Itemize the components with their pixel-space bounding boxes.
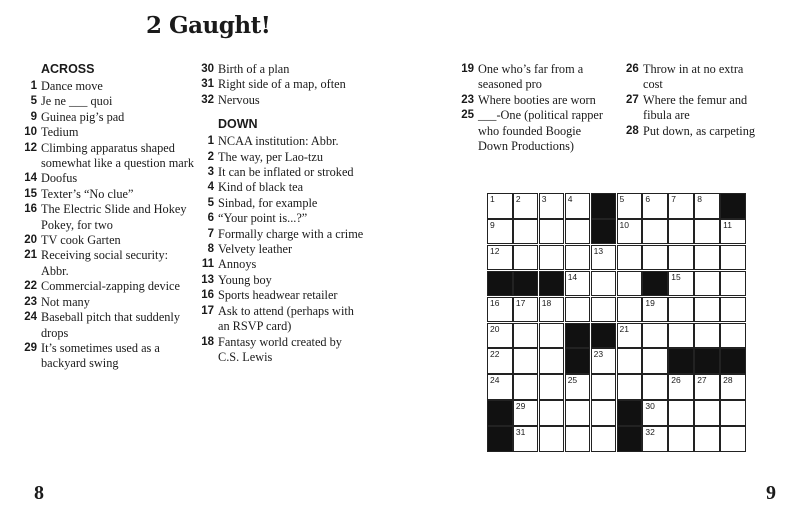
grid-cell[interactable] [720,323,746,349]
grid-cell[interactable] [617,348,643,374]
cell-number: 26 [671,375,681,386]
grid-cell[interactable] [565,297,591,323]
grid-cell[interactable] [539,323,565,349]
grid-cell[interactable] [487,193,513,219]
clue [626,93,756,124]
clue-number: 27 [626,93,639,106]
grid-cell[interactable] [539,400,565,426]
clue-text: Tedium [41,125,79,140]
grid-block [487,271,513,297]
cell-number: 18 [541,297,552,308]
grid-cell[interactable] [487,374,513,400]
grid-cell[interactable] [513,297,539,323]
clue-text: Climbing apparatus shaped somewhat like a question mark [41,140,194,171]
clue-number: 21 [24,249,37,262]
grid-cell[interactable] [487,245,513,271]
grid-block [668,348,694,374]
down-clues-column-3 [459,62,609,154]
grid-cell[interactable] [668,323,694,349]
grid-cell[interactable] [513,400,539,426]
clue-number: 16 [24,203,37,216]
clue-number: 13 [201,273,214,286]
clue-number: 31 [201,78,214,91]
grid-block [487,426,513,452]
grid-cell[interactable] [513,219,539,245]
clue-number: 4 [207,181,214,194]
grid-cell[interactable] [617,297,643,323]
clue-number: 20 [24,234,37,247]
clue-text: NCAA institution: Abbr. [218,134,339,149]
clue [626,124,756,139]
cell-number: 1 [490,194,495,204]
clue-number: 10 [24,126,37,139]
clue-number: 15 [24,187,37,200]
clue [199,150,364,165]
clue-text: Sports headwear retailer [218,288,338,303]
clue-text: Formally charge with a crime [218,226,364,241]
clue-number: 18 [201,335,214,348]
clue-text: Dance move [41,79,103,93]
grid-cell[interactable] [642,219,668,245]
crossword-grid [487,193,747,453]
grid-cell[interactable] [513,245,539,271]
grid-block [591,323,617,349]
clue-text: Right side of a map, often [218,77,346,92]
grid-cell[interactable] [591,271,617,297]
clue-number: 14 [24,172,37,185]
grid-cell[interactable] [642,323,668,349]
grid-cell[interactable] [617,323,643,349]
clue [22,187,197,202]
clue [199,211,364,226]
cell-number: 12 [490,245,500,256]
cell-number: 7 [671,194,677,204]
grid-cell[interactable] [617,245,643,271]
clue-text: One who’s far from a seasoned pro [478,62,584,92]
grid-cell[interactable] [617,219,643,245]
grid-block [720,348,746,374]
grid-cell[interactable] [487,297,513,323]
grid-cell[interactable] [617,374,643,400]
grid-cell[interactable] [565,374,591,400]
clue-text: Where booties are worn [478,92,596,107]
cell-number: 6 [645,194,651,204]
cell-number: 10 [619,219,629,230]
clue-text: Doofus [41,171,78,186]
grid-cell[interactable] [539,219,565,245]
grid-block [694,348,720,374]
cell-number: 20 [490,323,500,334]
grid-cell[interactable] [642,426,668,452]
page-number-left: 8 [34,482,44,504]
grid-cell[interactable] [694,323,720,349]
clue-number: 3 [207,166,214,179]
grid-cell[interactable] [668,374,694,400]
clue [199,134,364,149]
grid-cell[interactable] [591,426,617,452]
grid-cell[interactable] [694,193,720,219]
grid-cell[interactable] [720,426,746,452]
grid-cell[interactable] [565,426,591,452]
clue-text: ___-One (political rapper who founded Boogie Down Productions) [478,108,603,154]
clue [459,62,609,93]
clue [22,141,197,172]
clue-text: Guinea pig’s pad [41,109,125,124]
clue [22,171,197,186]
clue-text: TV cook Garten [41,233,121,248]
cell-number: 27 [697,375,707,386]
clue [199,196,364,211]
grid-cell[interactable] [513,348,539,374]
grid-cell[interactable] [487,219,513,245]
grid-cell[interactable] [668,426,694,452]
across-clues-column [22,62,197,372]
grid-cell[interactable] [694,245,720,271]
cell-number: 17 [515,297,526,308]
grid-cell[interactable] [720,271,746,297]
grid-cell[interactable] [668,219,694,245]
clue [199,288,364,303]
clue-number: 32 [201,93,214,106]
down-heading: DOWN [218,117,258,132]
clue [22,94,197,109]
grid-cell[interactable] [513,426,539,452]
clue-text: Receiving social security: Abbr. [41,248,169,278]
grid-cell[interactable] [565,271,591,297]
clue [22,110,197,125]
clue [199,242,364,257]
cell-number: 2 [515,194,521,204]
clue [22,79,197,94]
clue [199,273,364,288]
grid-cell[interactable] [694,219,720,245]
clue [199,93,364,108]
clue-text: Annoys [218,257,257,272]
clue-number: 22 [24,280,37,293]
grid-cell[interactable] [694,297,720,323]
grid-block [565,348,591,374]
clue [22,248,197,279]
grid-cell[interactable] [591,297,617,323]
grid-cell[interactable] [694,271,720,297]
grid-block [513,271,539,297]
grid-cell[interactable] [694,374,720,400]
clue [199,227,364,242]
grid-block [617,400,643,426]
grid-cell[interactable] [642,245,668,271]
grid-cell[interactable] [513,193,539,219]
clue-number: 2 [207,150,214,163]
cell-number: 32 [645,427,655,438]
clue-text: The Electric Slide and Hokey Pokey, for two [41,202,187,232]
clue-number: 8 [207,243,214,256]
grid-block [487,400,513,426]
clue-text: Ask to attend (perhaps with an RSVP card) [218,303,354,334]
grid-block [591,219,617,245]
cell-number: 30 [645,401,655,412]
clue [22,202,197,233]
clue-number: 17 [201,304,214,317]
grid-cell[interactable] [720,374,746,400]
grid-block [565,323,591,349]
clue-number: 28 [626,124,639,137]
clue-number: 23 [24,295,37,308]
clue-number: 19 [461,63,474,75]
grid-cell[interactable] [668,297,694,323]
clue [22,233,197,248]
clue-text: Throw in at no extra cost [643,62,744,92]
clue-number: 24 [24,311,37,324]
cell-number: 24 [490,375,500,386]
cell-number: 9 [490,219,495,230]
clue-number: 29 [24,341,37,354]
clue-text: Fantasy world created by C.S. Lewis [218,334,342,364]
clue [199,180,364,195]
grid-block [591,193,617,219]
grid-cell[interactable] [513,374,539,400]
across-down-clues-column [199,62,364,365]
grid-cell[interactable] [642,297,668,323]
clue-text: Young boy [218,272,272,287]
cell-number: 5 [619,194,625,204]
grid-cell[interactable] [591,374,617,400]
cell-number: 19 [645,297,655,308]
cell-number: 14 [567,271,578,282]
cell-number: 21 [619,323,629,334]
clue-text: Birth of a plan [218,62,290,76]
clue [459,108,609,154]
cell-number: 22 [490,349,500,360]
grid-cell[interactable] [642,374,668,400]
cell-number: 29 [515,401,526,412]
grid-cell[interactable] [720,245,746,271]
clue-text: Baseball pitch that suddenly drops [41,310,180,340]
clue [22,279,197,294]
clue [199,62,364,77]
clue-number: 1 [207,135,214,148]
clue [199,77,364,92]
across-heading: ACROSS [41,62,95,76]
clue-text: The way, per Lao-tzu [218,149,324,164]
cell-number: 11 [723,219,732,230]
clue-text: Texter’s “No clue” [41,186,134,201]
clue-number: 9 [30,110,37,123]
cell-number: 16 [490,297,500,308]
grid-cell[interactable] [539,374,565,400]
clue-text: “Your point is...?” [218,211,308,226]
grid-cell[interactable] [720,297,746,323]
grid-block [539,271,565,297]
clue-text: Velvety leather [218,242,293,257]
clue-number: 11 [201,258,214,271]
grid-block [720,193,746,219]
grid-cell[interactable] [591,245,617,271]
grid-cell[interactable] [539,297,565,323]
clue-number: 6 [207,212,214,225]
cell-number: 3 [541,194,547,204]
grid-cell[interactable] [591,400,617,426]
clue-text: It can be inflated or stroked [218,165,354,180]
grid-cell[interactable] [487,323,513,349]
clue-number: 12 [24,141,37,154]
clue [22,310,197,341]
clue-text: Put down, as carpeting [643,123,756,138]
clue-text: Where the femur and fibula are [643,92,748,123]
clue [199,304,364,335]
clue-number: 7 [207,227,214,240]
clue-number: 26 [626,63,639,75]
clue-number: 5 [30,95,37,108]
grid-block [642,271,668,297]
clue-number: 1 [30,80,37,92]
clue-number: 30 [201,63,214,75]
grid-cell[interactable] [668,271,694,297]
grid-cell[interactable] [539,426,565,452]
grid-cell[interactable] [539,348,565,374]
clue [199,165,364,180]
grid-cell[interactable] [617,271,643,297]
grid-block [617,426,643,452]
grid-cell[interactable] [539,193,565,219]
cell-number: 4 [567,194,573,204]
grid-cell[interactable] [668,193,694,219]
grid-cell[interactable] [668,400,694,426]
grid-cell[interactable] [565,400,591,426]
cell-number: 23 [593,349,604,360]
clue-text: Nervous [218,92,260,107]
page-number-right: 9 [766,482,776,504]
grid-cell[interactable] [565,219,591,245]
clue [199,257,364,272]
clue-text: Je ne ___ quoi [41,94,113,109]
grid-cell[interactable] [565,245,591,271]
clue [22,341,197,372]
grid-cell[interactable] [617,193,643,219]
clue [459,93,609,108]
cell-number: 15 [671,271,681,282]
grid-cell[interactable] [487,348,513,374]
grid-cell[interactable] [694,400,720,426]
cell-number: 28 [723,375,733,386]
cell-number: 8 [697,194,702,204]
clue-number: 25 [461,109,474,122]
grid-cell[interactable] [642,193,668,219]
clue [626,62,756,93]
clue [199,335,364,366]
clue-text: It’s sometimes used as a backyard swing [41,340,160,371]
down-clues-column-4 [626,62,756,139]
grid-cell[interactable] [642,400,668,426]
clue-text: Commercial-zapping device [41,279,180,294]
puzzle-title: 2 Gaught! [146,12,271,39]
grid-cell[interactable] [591,348,617,374]
cell-number: 13 [593,245,604,256]
cell-number: 25 [567,375,578,386]
clue [22,295,197,310]
cell-number: 31 [515,427,526,438]
grid-cell[interactable] [539,245,565,271]
clue-text: Sinbad, for example [218,195,318,210]
grid-cell[interactable] [513,323,539,349]
grid-cell[interactable] [565,193,591,219]
clue-number: 5 [207,196,214,209]
grid-cell[interactable] [720,219,746,245]
clue-text: Not many [41,294,90,309]
clue [22,125,197,140]
clue-number: 23 [461,93,474,106]
clue-text: Kind of black tea [218,180,304,195]
grid-cell[interactable] [694,426,720,452]
grid-cell[interactable] [720,400,746,426]
grid-cell[interactable] [642,348,668,374]
grid-cell[interactable] [668,245,694,271]
clue-number: 16 [201,289,214,302]
